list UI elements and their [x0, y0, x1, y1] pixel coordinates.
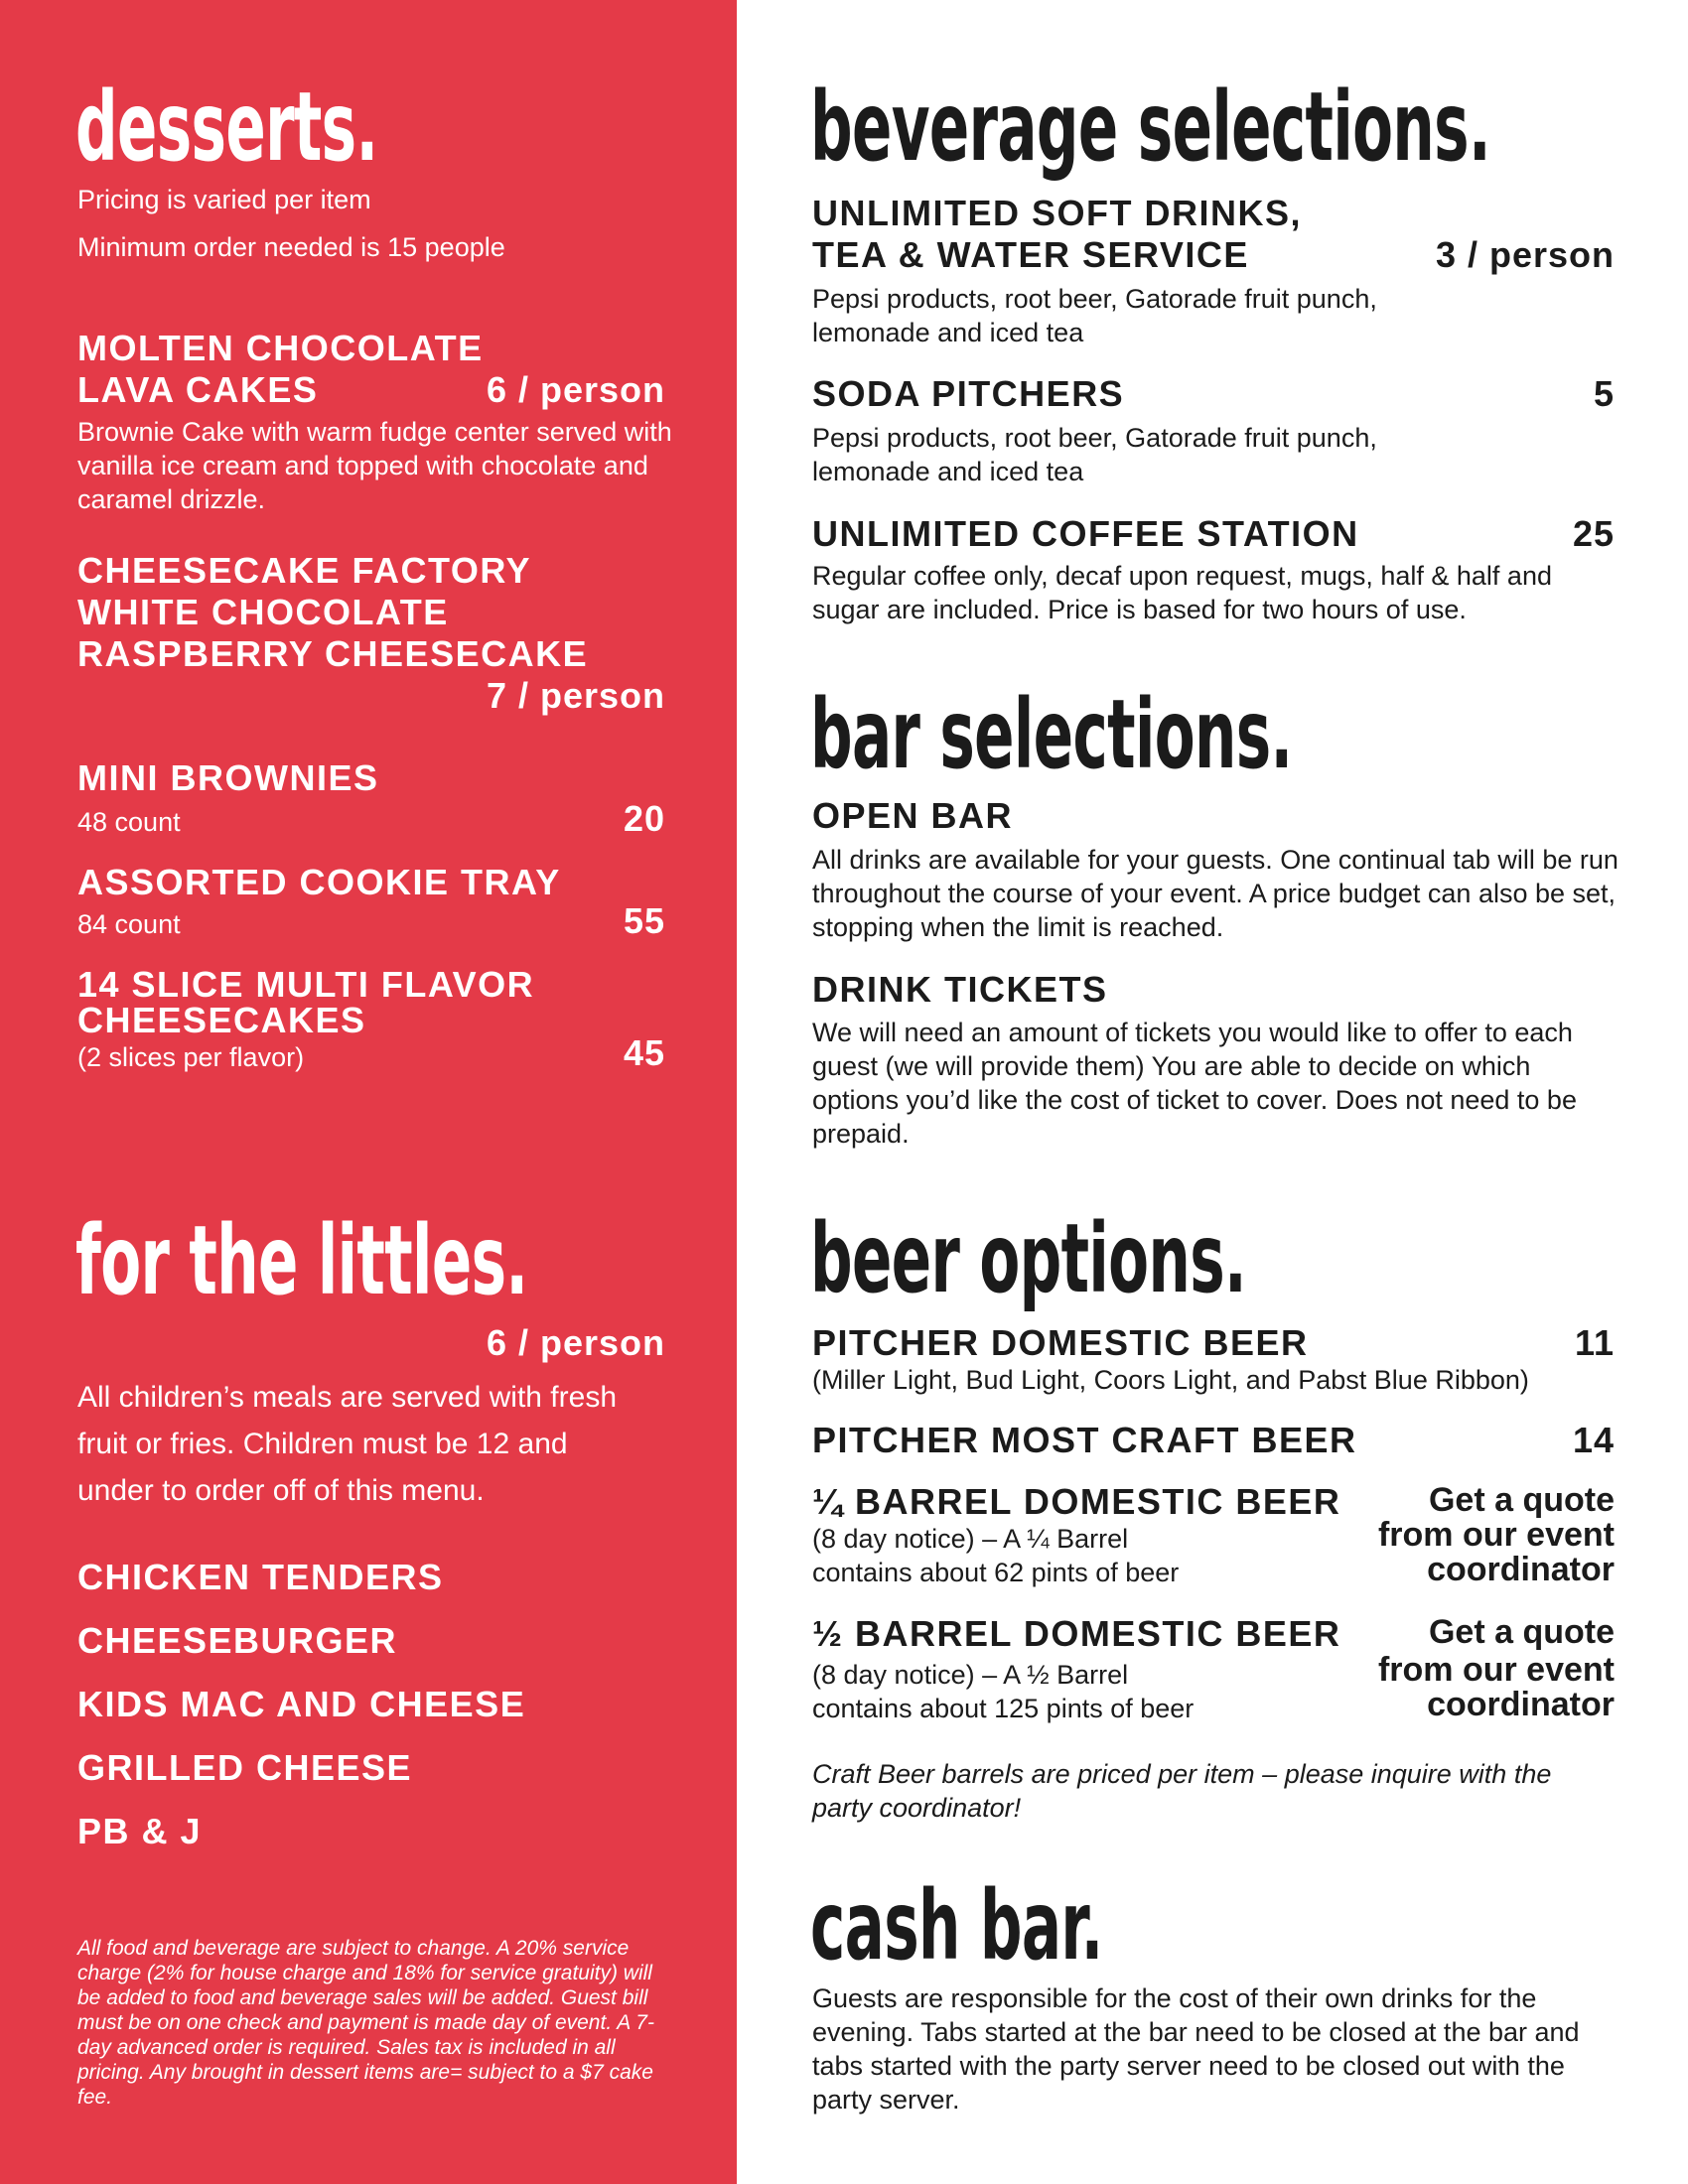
desserts-intro-pricing: Pricing is varied per item	[77, 185, 371, 214]
beverage-title: beverage selections.	[810, 71, 1490, 183]
beverage-item-price: 25	[1572, 513, 1615, 554]
beer-item-quote: from our event	[1377, 1651, 1615, 1689]
dessert-item-price: 7 / person	[486, 675, 665, 716]
beer-item-price: 14	[1572, 1420, 1615, 1460]
kids-item: CHEESEBURGER	[77, 1620, 398, 1661]
beverage-item-price: 3 / person	[1435, 234, 1615, 275]
dessert-item-name: RASPBERRY CHEESECAKE	[77, 633, 589, 674]
right-panel	[737, 0, 1688, 2184]
dessert-item-name: 14 SLICE MULTI FLAVOR	[77, 964, 535, 1005]
beverage-item-desc: lemonade and iced tea	[812, 318, 1084, 347]
beer-item-quote: coordinator	[1427, 1686, 1615, 1723]
littles-desc-line: All children’s meals are served with fresh	[77, 1381, 618, 1414]
dessert-item-name: LAVA CAKES	[77, 369, 319, 410]
cash-bar-desc: Guests are responsible for the cost of their own drinks for the evening. Tabs started at the bar need to be closed at the bar and tabs started with the party server need to be closed out with the party server.	[812, 1983, 1580, 2115]
beverage-item-name: UNLIMITED SOFT DRINKS,	[812, 193, 1302, 233]
beer-title: beer options.	[810, 1203, 1247, 1314]
beer-item-price: 11	[1574, 1322, 1615, 1363]
beer-item-name: PITCHER MOST CRAFT BEER	[812, 1420, 1357, 1460]
dessert-item-name: CHEESECAKE FACTORY	[77, 550, 532, 591]
beverage-item-name: UNLIMITED COFFEE STATION	[812, 513, 1359, 554]
dessert-item-name: MINI BROWNIES	[77, 757, 379, 798]
beverage-item-desc: Regular coffee only, decaf upon request, mugs, half & half and	[812, 561, 1552, 591]
beverage-item-name: SODA PITCHERS	[812, 373, 1125, 414]
beer-item-desc: (Miller Light, Bud Light, Coors Light, and Pabst Blue Ribbon)	[812, 1365, 1529, 1395]
bar-title: bar selections.	[810, 679, 1293, 790]
dessert-item-price: 45	[623, 1032, 665, 1073]
dessert-item-price: 55	[623, 900, 665, 941]
beer-item-desc: (8 day notice) – A ¼ Barrel	[812, 1524, 1129, 1554]
kids-item: PB & J	[77, 1811, 203, 1851]
beer-item-name: ½ BARREL DOMESTIC BEER	[812, 1613, 1341, 1654]
kids-item: GRILLED CHEESE	[77, 1747, 413, 1788]
dessert-item-name: MOLTEN CHOCOLATE	[77, 328, 484, 368]
beverage-item-desc: lemonade and iced tea	[812, 457, 1084, 486]
dessert-item-price: 6 / person	[486, 369, 665, 410]
kids-item: KIDS MAC AND CHEESE	[77, 1684, 526, 1724]
beer-item-desc: contains about 125 pints of beer	[812, 1694, 1195, 1723]
littles-desc-line: fruit or fries. Children must be 12 and	[77, 1428, 568, 1460]
bar-item-name: OPEN BAR	[812, 795, 1014, 836]
footnote: All food and beverage are subject to change. A 20% service charge (2% for house charge and 18% for service gratuity) will be added to food and beverage sales will be added. Guest bill must be on one check and payment is made day of event. A 7-day advanced order is required. Sales tax is included in all pricing. Any brought in dessert items are= subject to a $7 cake fee.	[77, 1937, 654, 2109]
desserts-title: desserts.	[75, 71, 378, 183]
beverage-item-desc: Pepsi products, root beer, Gatorade fruit punch,	[812, 284, 1377, 314]
beer-item-name: ¼ BARREL DOMESTIC BEER	[812, 1481, 1341, 1522]
beverage-item-name: TEA & WATER SERVICE	[812, 234, 1249, 275]
littles-desc-line: under to order off of this menu.	[77, 1474, 485, 1507]
beverage-item-desc: Pepsi products, root beer, Gatorade fruit punch,	[812, 423, 1377, 453]
beer-item-quote: from our event	[1377, 1516, 1615, 1554]
dessert-item-price: 20	[623, 798, 665, 839]
littles-title: for the littles.	[75, 1205, 528, 1316]
beer-item-name: PITCHER DOMESTIC BEER	[812, 1322, 1309, 1363]
dessert-item-name: ASSORTED COOKIE TRAY	[77, 862, 561, 902]
beer-note: Craft Beer barrels are priced per item – please inquire with the party coordinator!	[812, 1759, 1552, 1823]
dessert-item-note: (2 slices per flavor)	[77, 1042, 305, 1072]
bar-item-desc: We will need an amount of tickets you would like to offer to each guest (we will provide them) You are able to decide on which options you’d like the cost of ticket to cover. Does not need to be prepaid.	[812, 1018, 1577, 1149]
bar-item-name: DRINK TICKETS	[812, 969, 1108, 1010]
kids-item: CHICKEN TENDERS	[77, 1557, 444, 1597]
beer-item-desc: contains about 62 pints of beer	[812, 1558, 1180, 1587]
beer-item-quote: Get a quote	[1428, 1613, 1615, 1651]
dessert-item-name: CHEESECAKES	[77, 1000, 366, 1040]
dessert-item-name: WHITE CHOCOLATE	[77, 592, 449, 632]
littles-price: 6 / person	[486, 1322, 665, 1363]
cash-bar-title: cash bar.	[810, 1870, 1103, 1981]
dessert-item-desc: Brownie Cake with warm fudge center served with vanilla ice cream and topped with chocolate and caramel drizzle.	[77, 417, 672, 514]
beer-item-quote: coordinator	[1427, 1551, 1615, 1588]
dessert-item-count: 84 count	[77, 909, 181, 939]
bar-item-desc: All drinks are available for your guests. One continual tab will be run throughout the course of your event. A price budget can also be set, stopping when the limit is reached.	[812, 845, 1618, 942]
left-panel	[0, 0, 737, 2184]
dessert-item-count: 48 count	[77, 807, 181, 837]
beverage-item-desc: sugar are included. Price is based for two hours of use.	[812, 595, 1467, 624]
beer-item-desc: (8 day notice) – A ½ Barrel	[812, 1660, 1129, 1690]
desserts-intro-minimum: Minimum order needed is 15 people	[77, 232, 505, 262]
beer-item-quote: Get a quote	[1428, 1481, 1615, 1519]
beverage-item-price: 5	[1593, 373, 1615, 414]
